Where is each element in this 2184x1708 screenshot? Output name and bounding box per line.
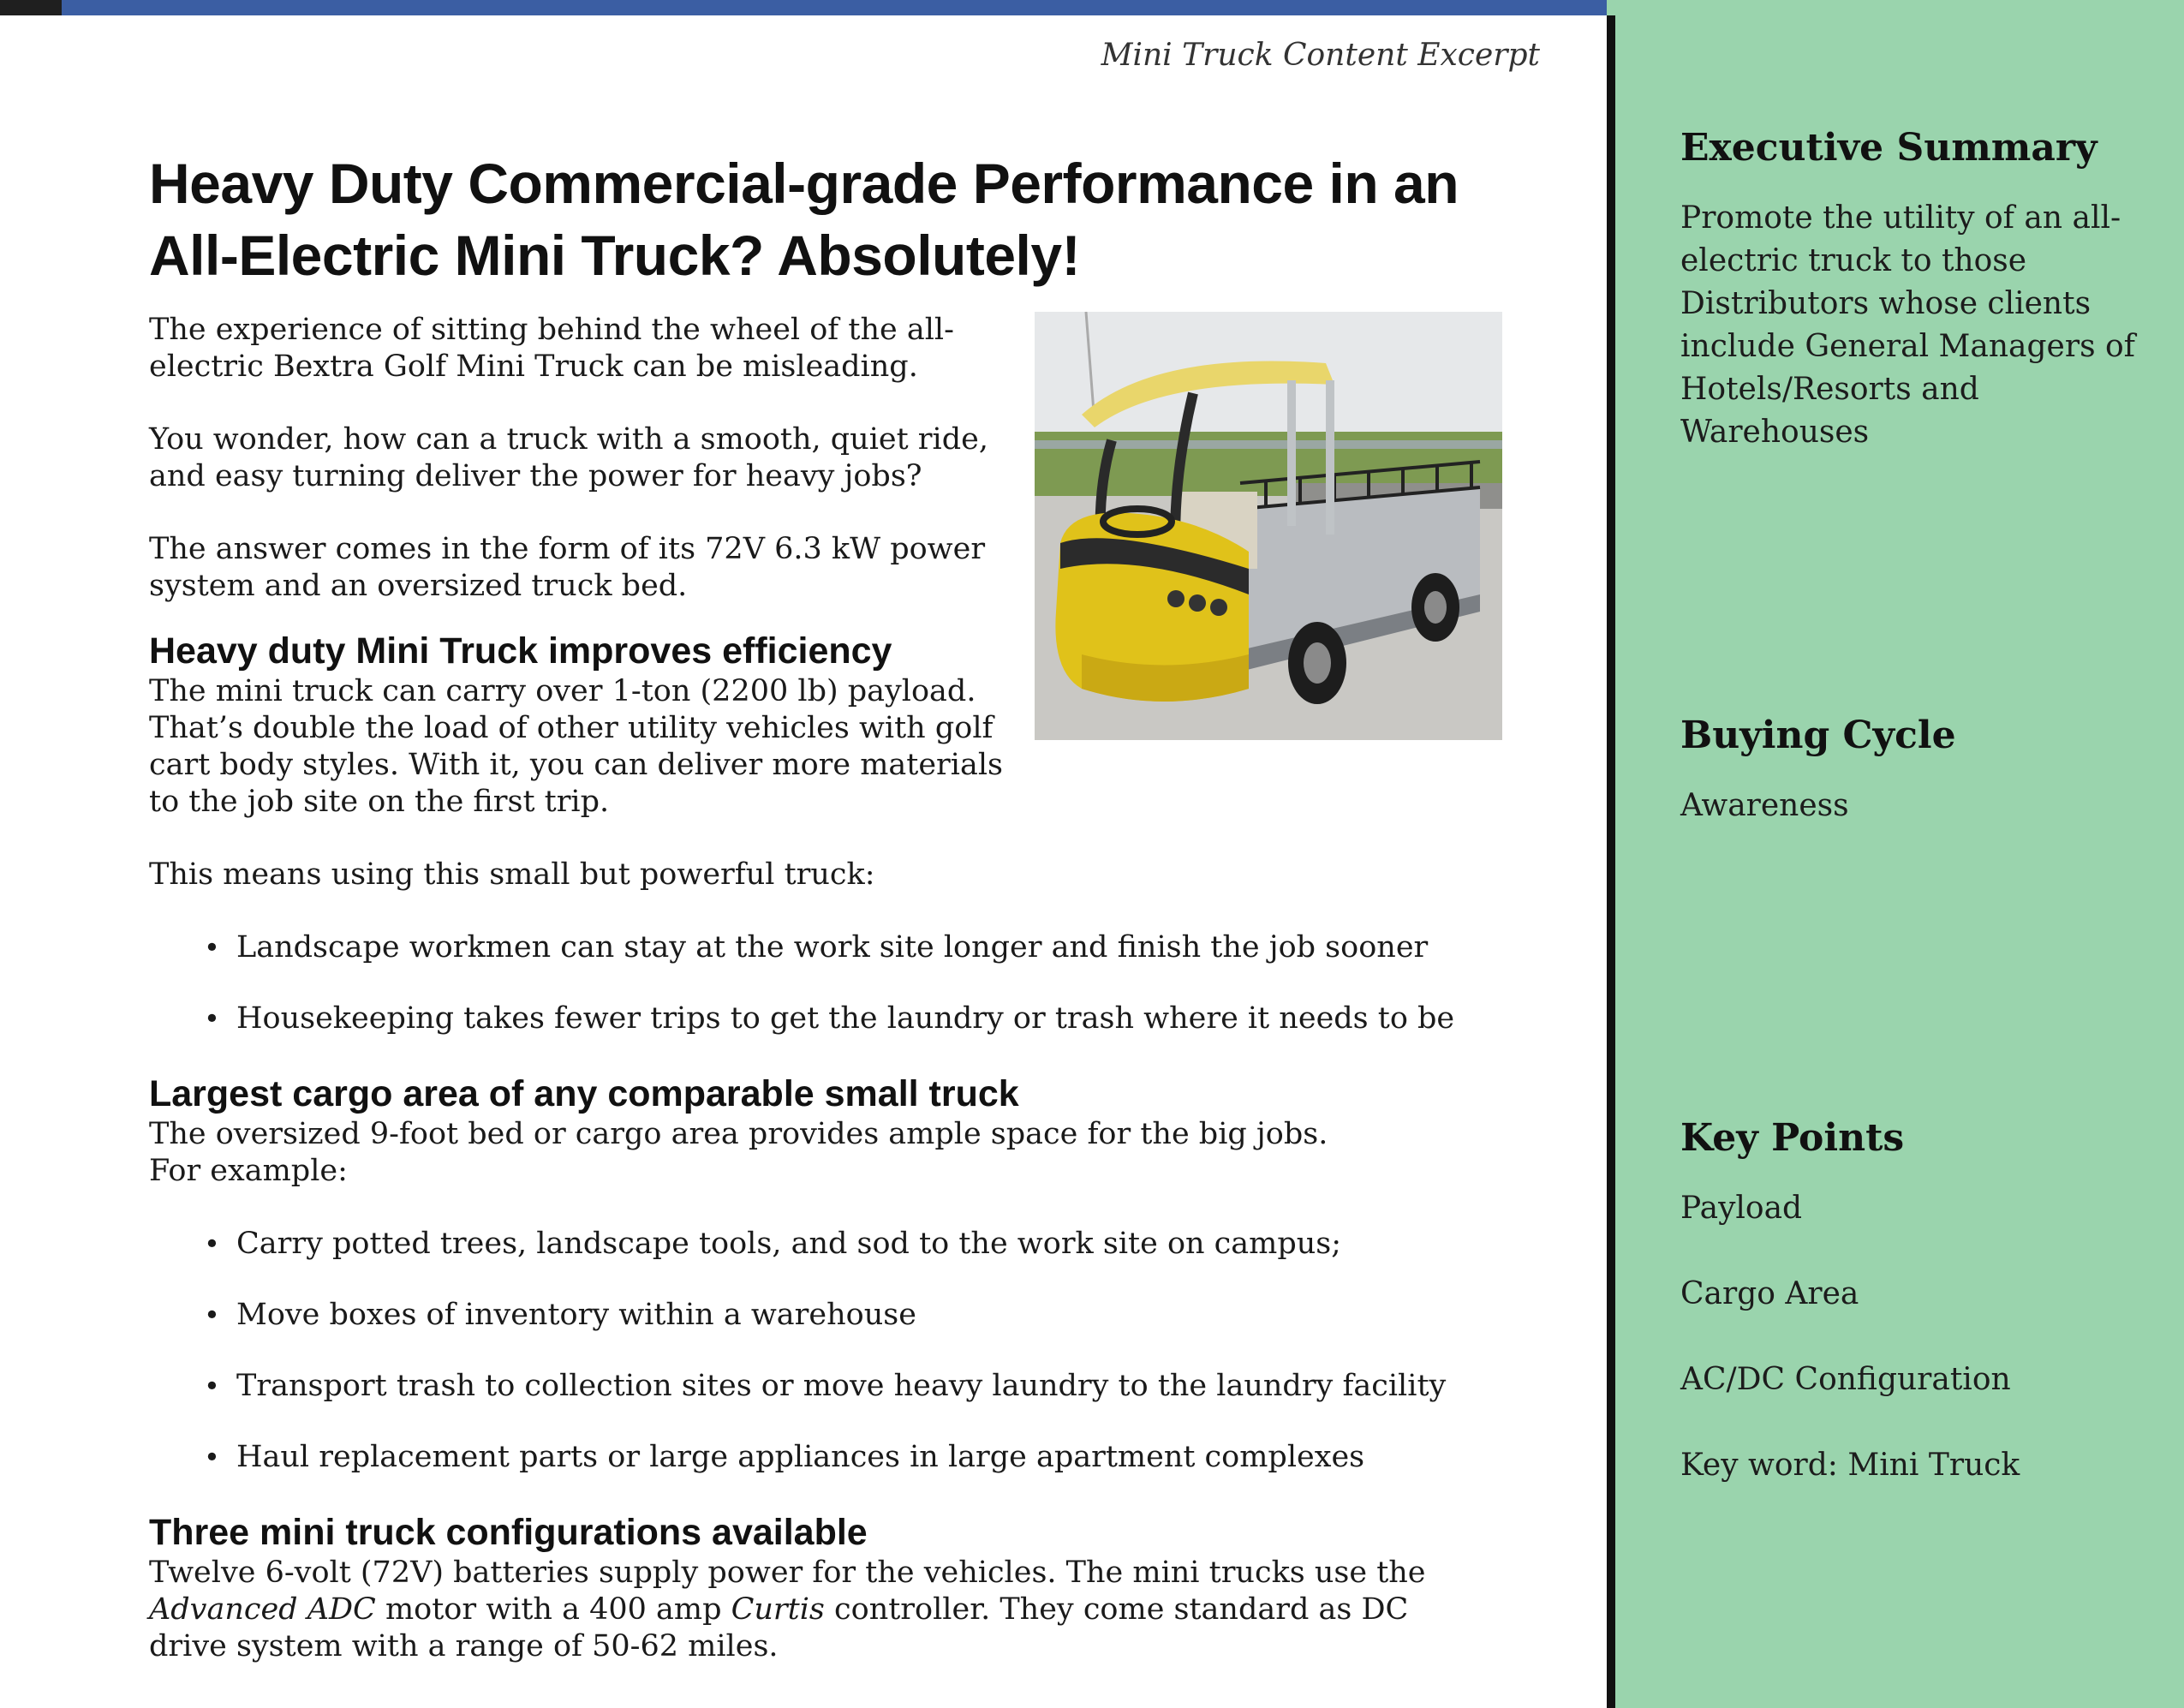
list-item: • Landscape workmen can stay at the work site longer and finish the job sooner (204, 930, 1429, 964)
motor-name: Advanced ADC (149, 1592, 376, 1627)
sidebar-divider (1607, 15, 1615, 1708)
buying-cycle (1680, 713, 2143, 827)
controller-name: Curtis (731, 1592, 825, 1627)
list-item: • Haul replacement parts or large appliances in large apartment complexes (204, 1440, 1365, 1474)
top-accent-bar (62, 0, 1754, 15)
header-note: Mini Truck Content Excerpt (1101, 38, 1540, 73)
section-heading-efficiency: Heavy duty Mini Truck improves efficiency (149, 630, 892, 672)
key-points-title: Key Points (1680, 1116, 1905, 1160)
title-line-2: All-Electric Mini Truck? Absolutely! (149, 224, 1081, 287)
list-item: • Carry potted trees, landscape tools, and sod to the work site on campus; (204, 1227, 1342, 1261)
bullet-icon: • (204, 1370, 220, 1402)
title-line-1: Heavy Duty Commercial-grade Performance in an (149, 152, 1459, 215)
section-heading-cargo: Largest cargo area of any comparable small truck (149, 1073, 1019, 1114)
bullet-icon: • (204, 1002, 220, 1035)
section-body-configurations: Twelve 6-volt (72V) batteries supply power for the vehicles. The mini trucks use the Advanced ADC motor with a 400 amp Curtis controller. They come standard as DC drive system with a range of 50-62 miles. (149, 1556, 1426, 1663)
intro-paragraph-2: You wonder, how can a truck with a smooth, quiet ride, and easy turning deliver the power for heavy jobs? (149, 422, 988, 493)
list-item: • Move boxes of inventory within a warehouse (204, 1298, 916, 1332)
section-heading-configurations: Three mini truck configurations available (149, 1512, 868, 1553)
key-point-item: Key word: Mini Truck (1680, 1448, 2020, 1483)
mini-truck-illustration (1035, 312, 1502, 740)
article-title (149, 147, 1485, 291)
section-lead-efficiency: This means using this small but powerful truck: (149, 857, 875, 892)
bullet-icon: • (204, 1227, 220, 1260)
key-point-item: Cargo Area (1680, 1276, 1859, 1311)
list-item: • Housekeeping takes fewer trips to get the laundry or trash where it needs to be (204, 1001, 1455, 1036)
bullet-icon: • (204, 1441, 220, 1473)
intro-paragraph-1: The experience of sitting behind the wheel of the all-electric Bextra Golf Mini Truck can be misleading. (149, 313, 954, 384)
bullet-icon: • (204, 931, 220, 964)
mini-truck-photo (1035, 312, 1502, 740)
intro-paragraph-3: The answer comes in the form of its 72V 6.3 kW power system and an oversized truck bed. (149, 532, 986, 603)
bullet-icon: • (204, 1299, 220, 1331)
buying-cycle-title: Buying Cycle (1680, 714, 1956, 757)
list-item: • Transport trash to collection sites or move heavy laundry to the laundry facility (204, 1369, 1447, 1403)
section-body-cargo: The oversized 9-foot bed or cargo area provides ample space for the big jobs. For example: (149, 1117, 1328, 1188)
buying-cycle-text: Awareness (1680, 788, 1849, 823)
executive-summary-text: Promote the utility of an all-electric truck to those Distributors whose clients include General Managers of Hotels/Resorts and Warehouses (1680, 200, 2135, 450)
key-point-item: AC/DC Configuration (1680, 1362, 2011, 1397)
executive-summary (1680, 125, 2143, 454)
corner-block (0, 0, 62, 15)
article (149, 147, 1485, 1701)
key-point-item: Payload (1680, 1191, 1803, 1226)
section-body-efficiency: The mini truck can carry over 1-ton (2200 lb) payload. That’s double the load of other utility vehicles with golf cart body styles. With it, you can deliver more materials to the job site on the first trip. (149, 674, 1003, 819)
cargo-bullet-list (149, 1226, 1485, 1476)
executive-summary-title: Executive Summary (1680, 126, 2097, 170)
key-points (1680, 1115, 2143, 1530)
efficiency-bullet-list (149, 929, 1485, 1037)
